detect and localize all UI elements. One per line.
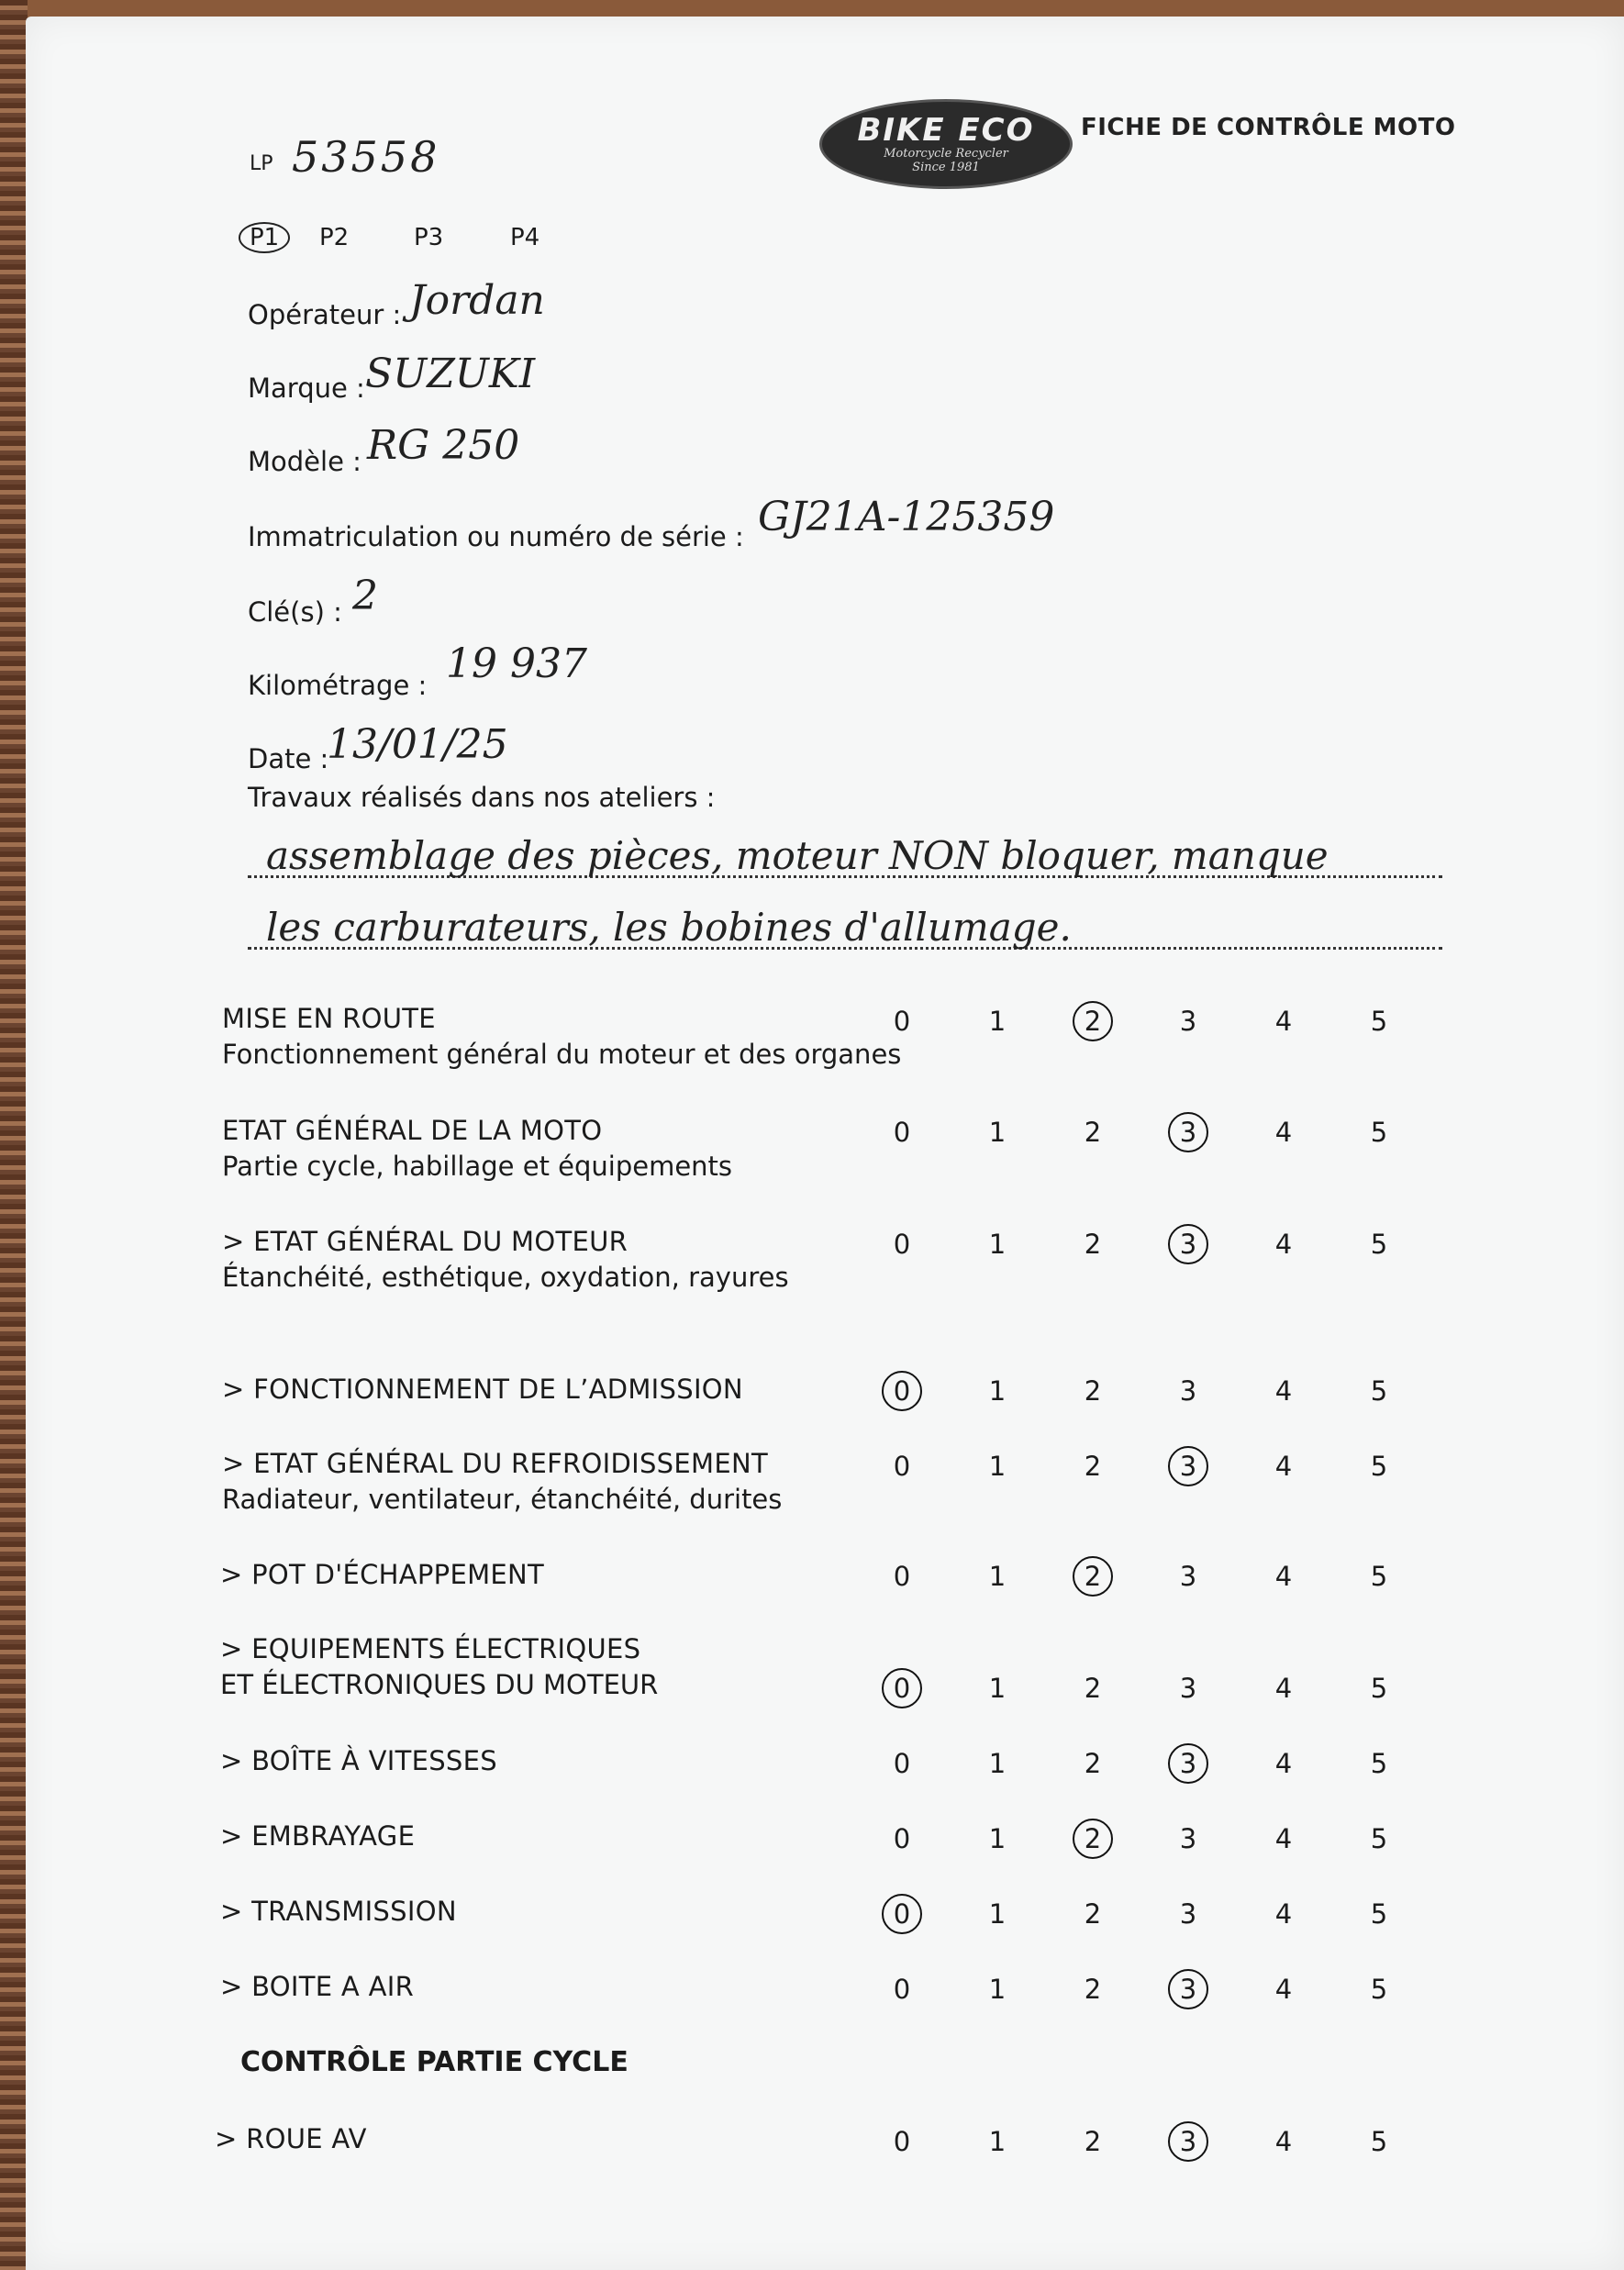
- rating-boite-a-vitesses-score-1[interactable]: 1: [988, 1748, 1007, 1779]
- rating-title-equipements-electriques: > EQUIPEMENTS ÉLECTRIQUES: [220, 1633, 641, 1664]
- modele-value[interactable]: RG 250: [367, 422, 520, 469]
- rating-etat-general-du-moteur-score-0[interactable]: 0: [893, 1229, 911, 1260]
- rating-fonctionnement-de-l-admission-score-1[interactable]: 1: [988, 1375, 1007, 1407]
- cles-value[interactable]: 2: [352, 573, 378, 619]
- rating-pot-d-echappement-score-3[interactable]: 3: [1179, 1561, 1197, 1592]
- rating-transmission-score-3[interactable]: 3: [1179, 1898, 1197, 1930]
- rating-etat-general-du-refroidissement-score-3-selected[interactable]: 3: [1168, 1446, 1208, 1486]
- rating-boite-a-vitesses-score-5[interactable]: 5: [1370, 1748, 1388, 1779]
- rating-fonctionnement-de-l-admission-score-0-selected[interactable]: 0: [882, 1371, 922, 1411]
- lp-label: LP: [250, 152, 273, 175]
- rating-equipements-electriques-score-0-selected[interactable]: 0: [882, 1668, 922, 1708]
- rating-pot-d-echappement-score-1[interactable]: 1: [988, 1561, 1007, 1592]
- rating-equipements-electriques-score-4[interactable]: 4: [1274, 1673, 1293, 1704]
- rating-pot-d-echappement-score-5[interactable]: 5: [1370, 1561, 1388, 1592]
- cycle-rating-roue-av-score-5[interactable]: 5: [1370, 2126, 1388, 2157]
- rating-boite-a-air-score-0[interactable]: 0: [893, 1974, 911, 2005]
- rating-title-mise-en-route: MISE EN ROUTE: [222, 1003, 436, 1034]
- rating-mise-en-route-score-2-selected[interactable]: 2: [1073, 1001, 1113, 1041]
- rating-transmission-score-4[interactable]: 4: [1274, 1898, 1293, 1930]
- rating-title-embrayage: > EMBRAYAGE: [220, 1820, 416, 1852]
- rating-etat-general-de-la-moto-score-1[interactable]: 1: [988, 1117, 1007, 1148]
- lp-number: 53558: [292, 132, 440, 182]
- immatriculation-value[interactable]: GJ21A-125359: [758, 494, 1055, 540]
- position-p2[interactable]: P2: [319, 224, 350, 251]
- position-p4[interactable]: P4: [510, 224, 540, 251]
- rating-boite-a-vitesses-score-2[interactable]: 2: [1084, 1748, 1102, 1779]
- kilometrage-value[interactable]: 19 937: [446, 640, 587, 687]
- rating-boite-a-air-score-5[interactable]: 5: [1370, 1974, 1388, 2005]
- rating-fonctionnement-de-l-admission-score-2[interactable]: 2: [1084, 1375, 1102, 1407]
- rating-boite-a-air-score-1[interactable]: 1: [988, 1974, 1007, 2005]
- date-label: Date :: [248, 743, 329, 774]
- rating-etat-general-du-refroidissement-score-5[interactable]: 5: [1370, 1451, 1388, 1482]
- rating-etat-general-de-la-moto-score-4[interactable]: 4: [1274, 1117, 1293, 1148]
- rating-etat-general-du-refroidissement-score-4[interactable]: 4: [1274, 1451, 1293, 1482]
- rating-etat-general-du-refroidissement-score-0[interactable]: 0: [893, 1451, 911, 1482]
- rating-mise-en-route-score-4[interactable]: 4: [1274, 1006, 1293, 1037]
- rating-embrayage-score-5[interactable]: 5: [1370, 1823, 1388, 1854]
- rating-subtitle-etat-general-du-refroidissement: Radiateur, ventilateur, étanchéité, durites: [222, 1484, 783, 1515]
- works-line-2[interactable]: les carburateurs, les bobines d'allumage.: [266, 905, 1072, 950]
- rating-etat-general-du-moteur-score-4[interactable]: 4: [1274, 1229, 1293, 1260]
- rating-etat-general-du-moteur-score-2[interactable]: 2: [1084, 1229, 1102, 1260]
- rating-transmission-score-2[interactable]: 2: [1084, 1898, 1102, 1930]
- works-label: Travaux réalisés dans nos ateliers :: [248, 782, 716, 813]
- logo-brand: BIKE ECO: [857, 112, 1035, 149]
- rating-etat-general-du-refroidissement-score-1[interactable]: 1: [988, 1451, 1007, 1482]
- rating-mise-en-route-score-0[interactable]: 0: [893, 1006, 911, 1037]
- rating-boite-a-air-score-2[interactable]: 2: [1084, 1974, 1102, 2005]
- rating-title-etat-general-du-moteur: > ETAT GÉNÉRAL DU MOTEUR: [222, 1226, 628, 1257]
- rating-title-pot-d-echappement: > POT D'ÉCHAPPEMENT: [220, 1559, 545, 1590]
- rating-boite-a-air-score-4[interactable]: 4: [1274, 1974, 1293, 2005]
- rating-fonctionnement-de-l-admission-score-5[interactable]: 5: [1370, 1375, 1388, 1407]
- rating-equipements-electriques-score-2[interactable]: 2: [1084, 1673, 1102, 1704]
- rating-etat-general-du-moteur-score-5[interactable]: 5: [1370, 1229, 1388, 1260]
- logo-since: Since 1981: [912, 161, 980, 174]
- cycle-rating-roue-av-score-2[interactable]: 2: [1084, 2126, 1102, 2157]
- rating-title-roue-av: > ROUE AV: [215, 2123, 367, 2154]
- logo-tagline: Motorcycle Recycler: [884, 147, 1008, 161]
- cycle-rating-roue-av-score-4[interactable]: 4: [1274, 2126, 1293, 2157]
- date-value[interactable]: 13/01/25: [327, 721, 508, 768]
- rating-subtitle-mise-en-route: Fonctionnement général du moteur et des organes: [222, 1039, 902, 1070]
- rating-mise-en-route-score-1[interactable]: 1: [988, 1006, 1007, 1037]
- rating-embrayage-score-2-selected[interactable]: 2: [1073, 1819, 1113, 1859]
- rating-fonctionnement-de-l-admission-score-4[interactable]: 4: [1274, 1375, 1293, 1407]
- rating-pot-d-echappement-score-0[interactable]: 0: [893, 1561, 911, 1592]
- operateur-value[interactable]: Jordan: [409, 277, 545, 324]
- marque-value[interactable]: SUZUKI: [365, 351, 536, 397]
- position-p1[interactable]: P1: [239, 224, 290, 251]
- rating-equipements-electriques-score-5[interactable]: 5: [1370, 1673, 1388, 1704]
- rating-transmission-score-5[interactable]: 5: [1370, 1898, 1388, 1930]
- rating-etat-general-du-moteur-score-1[interactable]: 1: [988, 1229, 1007, 1260]
- marque-label: Marque :: [248, 373, 365, 404]
- position-p3[interactable]: P3: [414, 224, 444, 251]
- cycle-rating-roue-av-score-1[interactable]: 1: [988, 2126, 1007, 2157]
- rating-pot-d-echappement-score-2-selected[interactable]: 2: [1073, 1556, 1113, 1597]
- rating-boite-a-vitesses-score-0[interactable]: 0: [893, 1748, 911, 1779]
- section-partie-cycle-title: CONTRÔLE PARTIE CYCLE: [240, 2046, 628, 2078]
- rating-etat-general-de-la-moto-score-2[interactable]: 2: [1084, 1117, 1102, 1148]
- rating-equipements-electriques-score-1[interactable]: 1: [988, 1673, 1007, 1704]
- cycle-rating-roue-av-score-3-selected[interactable]: 3: [1168, 2121, 1208, 2162]
- rating-transmission-score-0-selected[interactable]: 0: [882, 1894, 922, 1934]
- rating-embrayage-score-4[interactable]: 4: [1274, 1823, 1293, 1854]
- cles-label: Clé(s) :: [248, 596, 342, 628]
- rating-embrayage-score-0[interactable]: 0: [893, 1823, 911, 1854]
- rating-etat-general-du-refroidissement-score-2[interactable]: 2: [1084, 1451, 1102, 1482]
- rating-subtitle-equipements-electriques: ET ÉLECTRONIQUES DU MOTEUR: [220, 1669, 659, 1700]
- rating-title-fonctionnement-de-l-admission: > FONCTIONNEMENT DE L’ADMISSION: [222, 1374, 743, 1405]
- immatriculation-label: Immatriculation ou numéro de série :: [248, 521, 744, 552]
- rating-embrayage-score-3[interactable]: 3: [1179, 1823, 1197, 1854]
- rating-boite-a-vitesses-score-3-selected[interactable]: 3: [1168, 1743, 1208, 1784]
- rating-etat-general-du-moteur-score-3-selected[interactable]: 3: [1168, 1224, 1208, 1264]
- rating-etat-general-de-la-moto-score-3-selected[interactable]: 3: [1168, 1112, 1208, 1152]
- rating-mise-en-route-score-3[interactable]: 3: [1179, 1006, 1197, 1037]
- works-line-1[interactable]: assemblage des pièces, moteur NON bloquer, manque: [266, 833, 1329, 878]
- rating-title-transmission: > TRANSMISSION: [220, 1896, 457, 1927]
- binder-edge: [0, 0, 28, 2270]
- rating-boite-a-vitesses-score-4[interactable]: 4: [1274, 1748, 1293, 1779]
- document-title: FICHE DE CONTRÔLE MOTO: [1081, 114, 1456, 141]
- rating-fonctionnement-de-l-admission-score-3[interactable]: 3: [1179, 1375, 1197, 1407]
- rating-embrayage-score-1[interactable]: 1: [988, 1823, 1007, 1854]
- control-sheet: [26, 17, 1624, 2270]
- rating-title-boite-a-vitesses: > BOÎTE À VITESSES: [220, 1745, 497, 1776]
- rating-pot-d-echappement-score-4[interactable]: 4: [1274, 1561, 1293, 1592]
- rating-title-etat-general-du-refroidissement: > ETAT GÉNÉRAL DU REFROIDISSEMENT: [222, 1448, 768, 1479]
- operateur-label: Opérateur :: [248, 299, 402, 330]
- rating-transmission-score-1[interactable]: 1: [988, 1898, 1007, 1930]
- bike-eco-logo: [819, 99, 1073, 189]
- rating-etat-general-de-la-moto-score-0[interactable]: 0: [893, 1117, 911, 1148]
- rating-title-etat-general-de-la-moto: ETAT GÉNÉRAL DE LA MOTO: [222, 1115, 603, 1146]
- rating-subtitle-etat-general-du-moteur: Étanchéité, esthétique, oxydation, rayures: [222, 1262, 789, 1293]
- rating-equipements-electriques-score-3[interactable]: 3: [1179, 1673, 1197, 1704]
- rating-subtitle-etat-general-de-la-moto: Partie cycle, habillage et équipements: [222, 1151, 733, 1182]
- modele-label: Modèle :: [248, 446, 362, 477]
- rating-etat-general-de-la-moto-score-5[interactable]: 5: [1370, 1117, 1388, 1148]
- rating-title-boite-a-air: > BOITE A AIR: [220, 1971, 415, 2002]
- rating-mise-en-route-score-5[interactable]: 5: [1370, 1006, 1388, 1037]
- rating-boite-a-air-score-3-selected[interactable]: 3: [1168, 1969, 1208, 2009]
- cycle-rating-roue-av-score-0[interactable]: 0: [893, 2126, 911, 2157]
- kilometrage-label: Kilométrage :: [248, 670, 428, 701]
